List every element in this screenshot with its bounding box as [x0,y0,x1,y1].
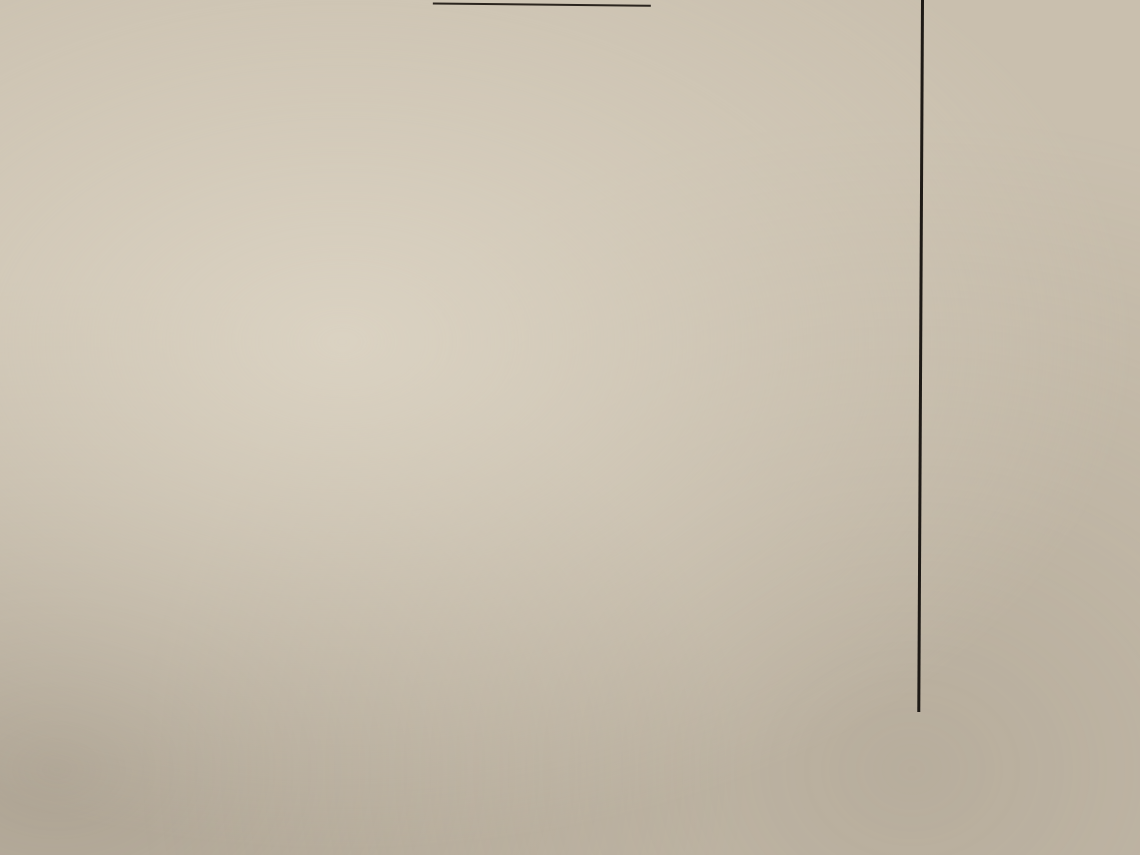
end-rule [433,2,651,6]
left-text-column [195,0,905,9]
plate-heading [195,0,905,1]
plate-subtitle-line-2 [195,0,905,1]
plate-subtitle-line-1 [195,0,905,1]
column-divider [917,0,924,712]
right-text-column [938,0,1140,185]
